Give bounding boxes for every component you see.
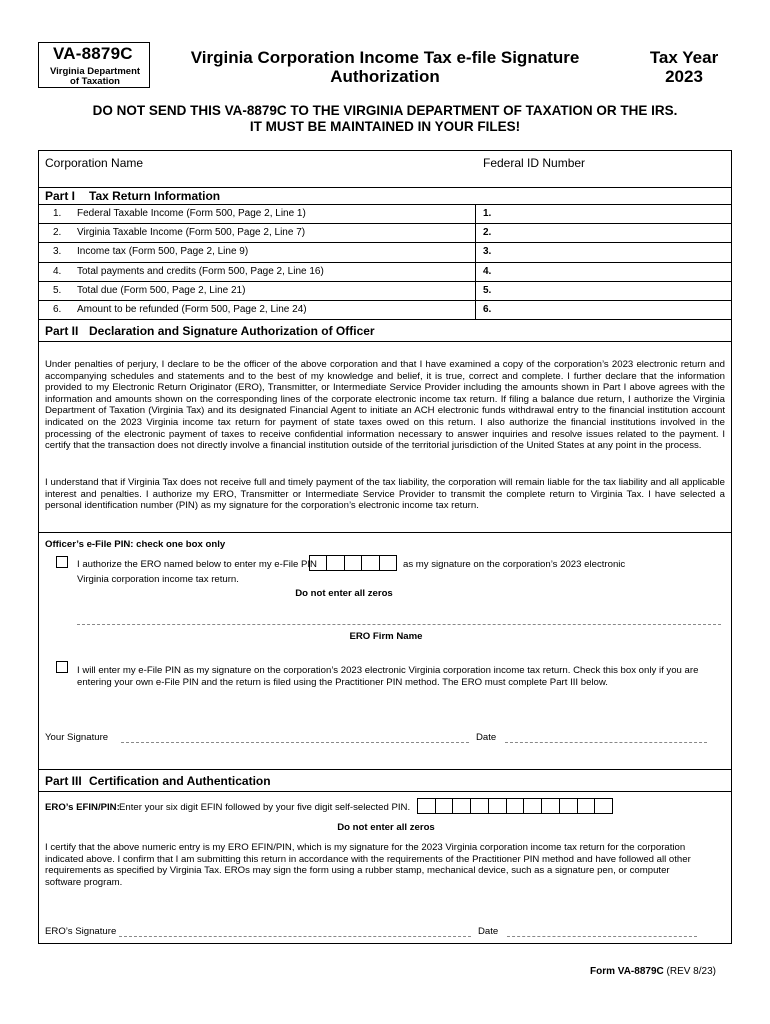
dept-line2: of Taxation (70, 76, 120, 87)
divider (39, 769, 731, 770)
officer-pin-input[interactable] (309, 555, 397, 571)
ero-firm-name-line[interactable] (77, 624, 721, 625)
ero-signature-line[interactable] (119, 936, 471, 937)
row-divider (39, 262, 731, 263)
efin-digit-box[interactable] (471, 799, 489, 813)
efin-label: ERO’s EFIN/PIN: (45, 802, 120, 813)
officer-pin-heading: Officer’s e-File PIN: check one box only (45, 539, 226, 550)
form-title (170, 48, 600, 86)
your-signature-label: Your Signature (45, 732, 109, 743)
row-divider (39, 300, 731, 301)
form-footer (590, 966, 716, 977)
pin-digit-box[interactable] (327, 556, 344, 570)
pin-digit-box[interactable] (380, 556, 396, 570)
efin-digit-box[interactable] (507, 799, 525, 813)
efin-digit-box[interactable] (524, 799, 542, 813)
tax-year (636, 48, 732, 86)
federal-id-label: Federal ID Number (483, 156, 586, 170)
amount-field-line-6[interactable]: 6. (483, 304, 492, 315)
part3-label: Part III (45, 774, 82, 788)
form-id-box (38, 42, 150, 88)
row-label: Income tax (Form 500, Page 2, Line 9) (77, 246, 249, 258)
row-number: 5. (53, 284, 62, 296)
ero-firm-name-label: ERO Firm Name (349, 631, 423, 642)
form-id: VA-8879C (53, 44, 133, 63)
tax-year-label: Tax Year (649, 48, 719, 67)
self-pin-checkbox[interactable] (56, 661, 68, 673)
declaration-paragraph: Under penalties of perjury, I declare to be the officer of the above corporation and that I have examined a copy of the corporation’s 2023 electronic return and accompanying schedules and statements and to the best of my knowledge and belief, it is true, correct and complete. I further declare that the information provided to my Electronic Return Originator (ERO), Transmitter, or Intermediate Service Provider including the amounts shown in Part I above agrees with the information and amounts shown on the corresponding lines of the corporate electronic income tax return. If filing a balance due return, I authorize the Virginia Department of Taxation (Virginia Tax) and its designated Financial Agent to initiate an ACH electronic funds withdrawal entry to the financial institution account indicated on the 2023 Virginia income tax return for payment of state taxes owed on this return. I also authorize the financial institutions involved in the processing of the electronic payment of taxes to receive confidential information necessary to answer inquiries and resolve issues related to the payment. I certify that the transaction does not directly involve a financial institution outside of the territorial jurisdiction of the United States at any point in the process. (45, 359, 725, 452)
option1-text-a: I authorize the ERO named below to enter my e-File PIN (77, 559, 317, 570)
footer-form: Form VA-8879C (590, 966, 664, 977)
dept-line1: Virginia Department (49, 66, 141, 77)
efin-digit-box[interactable] (578, 799, 596, 813)
amount-field-line-3[interactable]: 3. (483, 246, 492, 258)
divider (39, 341, 731, 342)
amount-field-line-4[interactable]: 4. (483, 265, 492, 277)
pin-digit-box[interactable] (310, 556, 327, 570)
efin-digit-box[interactable] (453, 799, 471, 813)
ero-authorize-checkbox[interactable] (56, 556, 68, 568)
efin-digit-box[interactable] (489, 799, 507, 813)
corporation-name-label: Corporation Name (45, 156, 144, 170)
part2-label: Part II (45, 324, 79, 338)
divider (39, 319, 731, 320)
efin-digit-box[interactable] (542, 799, 560, 813)
form-body (38, 150, 732, 944)
row-label: Federal Taxable Income (Form 500, Page 2, Line 1) (77, 208, 306, 219)
row-number: 3. (53, 246, 62, 258)
row-divider (39, 281, 731, 282)
your-signature-line[interactable] (121, 742, 469, 743)
row-label: Amount to be refunded (Form 500, Page 2, Line 24) (77, 304, 307, 315)
row-label: Total payments and credits (Form 500, Page 2, Line 16) (77, 265, 324, 277)
officer-date-label: Date (476, 732, 497, 743)
footer-rev: (REV 8/23) (666, 966, 716, 977)
row-divider (39, 223, 731, 224)
warning-line1: DO NOT SEND THIS VA-8879C TO THE VIRGINIA DEPARTMENT OF TAXATION OR THE IRS. (92, 103, 678, 118)
row-number: 4. (53, 265, 62, 277)
part1-label: Part I (45, 189, 76, 203)
efin-digit-box[interactable] (436, 799, 454, 813)
efin-digit-box[interactable] (560, 799, 578, 813)
title-line1: Virginia Corporation Income Tax e-file Signature (190, 48, 580, 67)
ero-date-label: Date (478, 926, 499, 937)
title-line2: Authorization (330, 67, 440, 86)
amount-field-line-1[interactable]: 1. (483, 208, 492, 219)
no-zeros-note: Do not enter all zeros (295, 588, 393, 599)
divider (39, 791, 731, 792)
part1-title: Tax Return Information (89, 189, 221, 203)
pin-digit-box[interactable] (362, 556, 379, 570)
warning-line2: IT MUST BE MAINTAINED IN YOUR FILES! (249, 119, 521, 134)
divider (39, 532, 731, 533)
ero-date-line[interactable] (507, 936, 697, 937)
row-number: 6. (53, 304, 62, 315)
tax-year-value: 2023 (665, 67, 703, 86)
efin-digit-box[interactable] (418, 799, 436, 813)
warning-banner (38, 103, 732, 135)
efin-text: Enter your six digit EFIN followed by your five digit self-selected PIN. (119, 802, 411, 813)
efin-no-zeros-note: Do not enter all zeros (337, 822, 435, 833)
divider (39, 204, 731, 205)
row-number: 2. (53, 227, 62, 239)
row-number: 1. (53, 208, 62, 219)
divider (39, 187, 731, 188)
ero-efin-pin-input[interactable] (417, 798, 613, 814)
efin-digit-box[interactable] (595, 799, 612, 813)
option1-text-b: as my signature on the corporation’s 2023 electronic (403, 559, 626, 570)
part2-title: Declaration and Signature Authorization of Officer (89, 324, 375, 338)
row-label: Virginia Taxable Income (Form 500, Page 2, Line 7) (77, 227, 306, 239)
option1-text-c: Virginia corporation income tax return. (77, 574, 239, 585)
amount-field-line-5[interactable]: 5. (483, 284, 492, 296)
amount-field-line-2[interactable]: 2. (483, 227, 492, 239)
row-divider (39, 242, 731, 243)
part3-title: Certification and Authentication (89, 774, 271, 788)
liability-paragraph: I understand that if Virginia Tax does not receive full and timely payment of the tax liability, the corporation will remain liable for the tax liability and all applicable interest and penalties. I authorize my ERO, Transmitter or Intermediate Service Provider to transmit the complete return to Virginia Tax. I have selected a personal identification number (PIN) as my signature for the corporation’s electronic income tax return. (45, 477, 725, 512)
option2-text: I will enter my e-File PIN as my signature on the corporation’s 2023 electronic Virginia corporation income tax return. Check this box only if you are entering your own e-File PIN and the return is filed using the Practitioner PIN method. The ERO must complete Part III below. (77, 665, 699, 688)
ero-certification-paragraph: I certify that the above numeric entry is my ERO EFIN/PIN, which is my signature for the 2023 Virginia corporation income tax return for the corporation indicated above. I confirm that I am submitting this return in accordance with the requirements of the Practitioner PIN method and have followed all other requirements as specified by Virginia Tax. EROs may sign the form using a rubber stamp, mechanical device, such as a signature pen, or computer software program. (45, 842, 691, 888)
row-label: Total due (Form 500, Page 2, Line 21) (77, 284, 246, 296)
pin-digit-box[interactable] (345, 556, 362, 570)
ero-signature-label: ERO’s Signature (45, 926, 117, 937)
officer-date-line[interactable] (505, 742, 707, 743)
